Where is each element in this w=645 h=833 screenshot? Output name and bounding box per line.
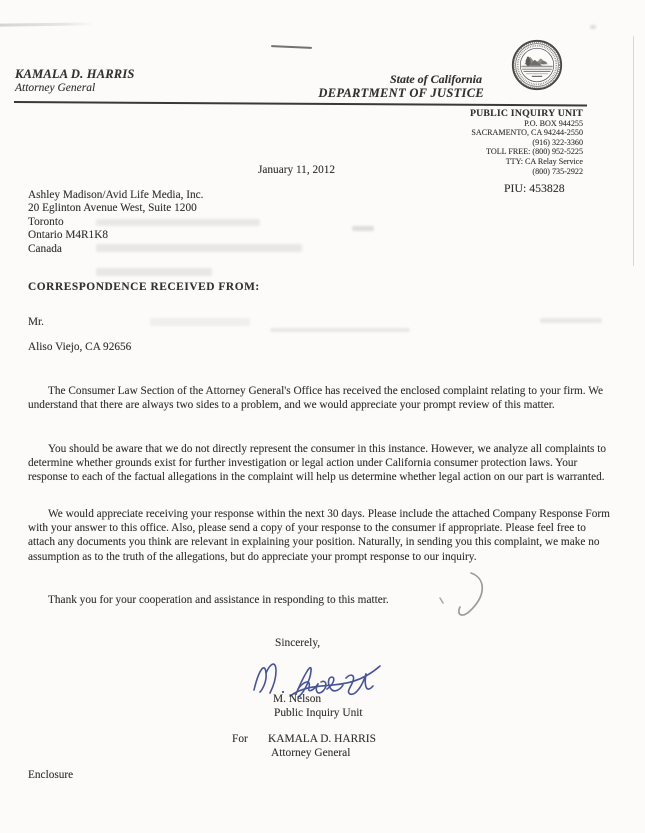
bleed-through-smudge (270, 328, 410, 332)
body-paragraph-4: Thank you for your cooperation and assistance in responding to this matter. (48, 594, 389, 606)
letterhead-divider-rule (14, 101, 587, 107)
letterhead-official-name: KAMALA D. HARRIS (15, 67, 135, 81)
scan-artifact-right-edge-line (633, 36, 634, 266)
for-name: KAMALA D. HARRIS (268, 733, 376, 745)
enclosure-note: Enclosure (28, 769, 74, 781)
letterhead-official-title: Attorney General (15, 82, 96, 94)
recipient-line: 20 Eglinton Avenue West, Suite 1200 (28, 202, 197, 215)
pen-mark (433, 570, 491, 631)
body-paragraph-1: The Consumer Law Section of the Attorney General's Office has received the enclosed complaint relating to your firm. We understand that there are always two sides to a problem, and we would appreciate your prompt review of this matter. (28, 385, 604, 412)
for-title: Attorney General (271, 747, 351, 759)
valediction: Sincerely, (275, 637, 321, 649)
bleed-through-smudge (96, 244, 302, 252)
bleed-through-smudge (540, 318, 602, 323)
scan-artifact-top-left-streak (0, 22, 94, 26)
letterhead-department-line: DEPARTMENT OF JUSTICE (318, 86, 484, 100)
bleed-through-smudge (96, 219, 260, 226)
scan-artifact-speck (590, 25, 596, 29)
letterhead-state-line: State of California (389, 72, 482, 86)
recipient-line: Toronto (28, 215, 64, 228)
california-state-seal-icon (511, 39, 563, 96)
piu-tty-line: TTY: CA Relay Service (505, 156, 583, 166)
piu-title: PUBLIC INQUIRY UNIT (469, 108, 583, 119)
piu-tollfree-line: TOLL FREE: (800) 952-5225 (486, 147, 583, 157)
correspondence-heading: CORRESPONDENCE RECEIVED FROM: (28, 281, 260, 293)
signer-unit: Public Inquiry Unit (274, 707, 363, 719)
body-paragraph-2: You should be aware that we do not directly represent the consumer in this instance. However, we analyze all complaints to determine whether grounds exist for further investigation or legal action under California consumer protection laws. Your response to each of the factual allegations in the complaint will help us determine whether legal action on our part is warranted. (28, 443, 607, 484)
recipient-line: Canada (28, 242, 62, 255)
bleed-through-smudge (352, 226, 374, 231)
piu-phone-line: (916) 322-3360 (532, 137, 583, 147)
piu-address-line: P.O. BOX 944255 (524, 118, 583, 128)
public-inquiry-unit-block (330, 109, 583, 176)
correspondent-location: Aliso Viejo, CA 92656 (28, 341, 132, 353)
correspondent-salutation: Mr. (28, 316, 45, 328)
letter-date: January 11, 2012 (258, 164, 336, 176)
recipient-line: Ashley Madison/Avid Life Media, Inc. (28, 189, 204, 201)
scan-artifact-center-dash (271, 45, 312, 49)
for-label: For (232, 733, 248, 745)
redacted-name-smudge (150, 318, 250, 326)
piu-address-line: SACRAMENTO, CA 94244-2550 (471, 128, 583, 138)
piu-tty-phone-line: (800) 735-2922 (532, 166, 583, 176)
body-paragraph-3: We would appreciate receiving your response within the next 30 days. Please include the attached Company Response Form with your answer to this office. Also, please send a copy of your response to the consumer if appropriate. Please feel free to attach any documents you think are relevant in explaining your position. Naturally, in sending you this complaint, we make no assumption as to the truth of the allegations, but do appreciate your prompt response to our inquiry. (28, 508, 610, 563)
bleed-through-smudge (96, 268, 212, 276)
signer-name: M. Nelson (273, 693, 322, 705)
recipient-line: Ontario M4R1K8 (28, 229, 109, 242)
piu-reference-number: PIU: 453828 (504, 181, 565, 195)
